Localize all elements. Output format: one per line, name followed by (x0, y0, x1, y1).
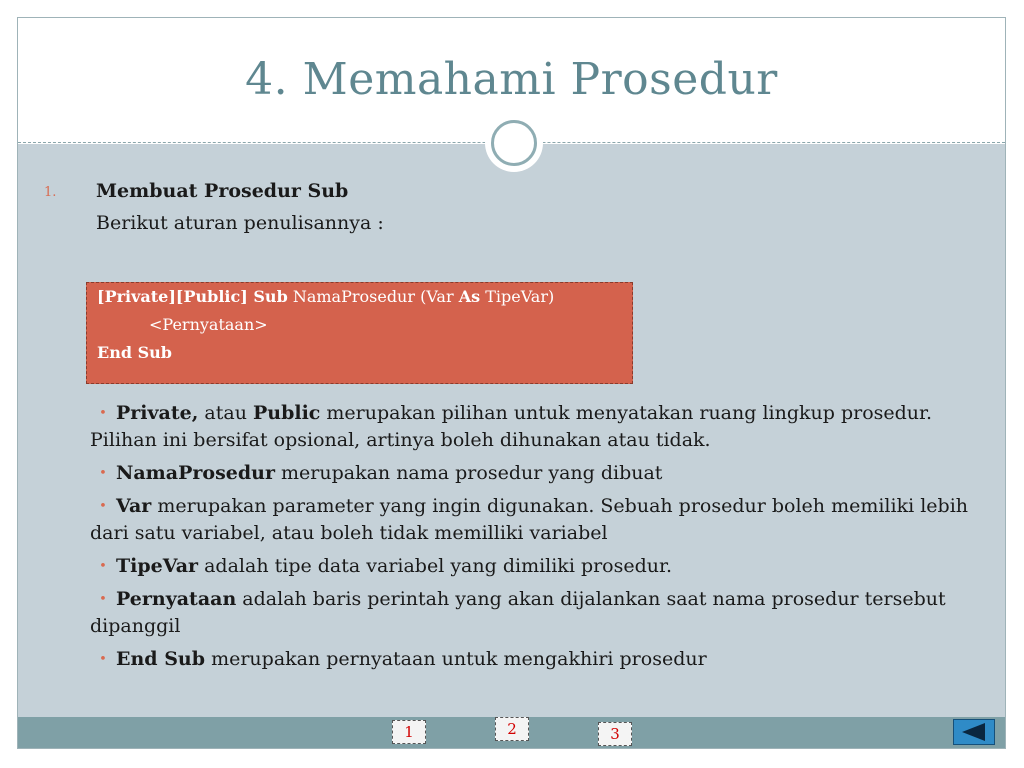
bullet-term: Var (116, 495, 152, 517)
code-line-3: End Sub (97, 343, 172, 362)
code-keyword: [Private][Public] Sub (97, 287, 288, 306)
bullet-term-2: Public (252, 402, 321, 424)
code-line-2: <Pernyataan> (149, 315, 268, 334)
bullet-description: merupakan parameter yang ingin digunakan. Sebuah prosedur boleh memiliki lebih dari satu variabel, atau boleh tidak memilliki variabel (90, 495, 969, 544)
slide-title: 4. Memahami Prosedur (245, 54, 778, 105)
list-item (90, 493, 980, 547)
bullet-term: NamaProsedur (116, 462, 275, 484)
nav-button-3[interactable]: 3 (598, 722, 632, 746)
code-as-keyword: As (458, 287, 481, 306)
bullet-description: merupakan nama prosedur yang dibuat (274, 462, 663, 484)
bullet-dot-icon: • (99, 559, 107, 574)
bullet-description: merupakan pilihan untuk menyatakan ruang lingkup prosedur. Pilihan ini bersifat opsional, artinya boleh dihunakan atau tidak. (90, 402, 933, 451)
bullet-list (90, 400, 980, 679)
bullet-term: Pernyataan (116, 588, 237, 610)
code-line-1 (97, 287, 554, 306)
bullet-connector: atau (198, 402, 253, 424)
code-type: TipeVar) (480, 287, 555, 306)
back-button[interactable] (953, 719, 995, 745)
bullet-dot-icon: • (99, 406, 107, 421)
list-item (90, 460, 980, 487)
left-arrow-icon (954, 720, 994, 744)
section-subheading: Berikut aturan penulisannya : (96, 212, 384, 234)
bullet-term: End Sub (116, 648, 206, 670)
list-item (90, 586, 980, 640)
list-item (90, 400, 980, 454)
list-item (90, 646, 980, 673)
bullet-description: adalah baris perintah yang akan dijalankan saat nama prosedur tersebut dipanggil (90, 588, 946, 637)
circle-ornament-icon (491, 120, 537, 166)
bullet-dot-icon: • (99, 499, 107, 514)
bullet-description: adalah tipe data variabel yang dimiliki prosedur. (198, 555, 673, 577)
slide (17, 17, 1006, 749)
bullet-description: merupakan pernyataan untuk mengakhiri prosedur (205, 648, 707, 670)
bullet-dot-icon: • (99, 466, 107, 481)
code-box (86, 282, 633, 384)
section-heading: Membuat Prosedur Sub (96, 180, 349, 202)
bullet-dot-icon: • (99, 592, 107, 607)
code-procedure-signature: NamaProsedur (Var (287, 287, 459, 306)
list-item (90, 553, 980, 580)
bullet-term: Private, (116, 402, 199, 424)
bullet-term: TipeVar (116, 555, 199, 577)
nav-button-1[interactable]: 1 (392, 720, 426, 744)
section-number: 1. (44, 185, 57, 200)
nav-button-2[interactable]: 2 (495, 717, 529, 741)
bullet-dot-icon: • (99, 652, 107, 667)
